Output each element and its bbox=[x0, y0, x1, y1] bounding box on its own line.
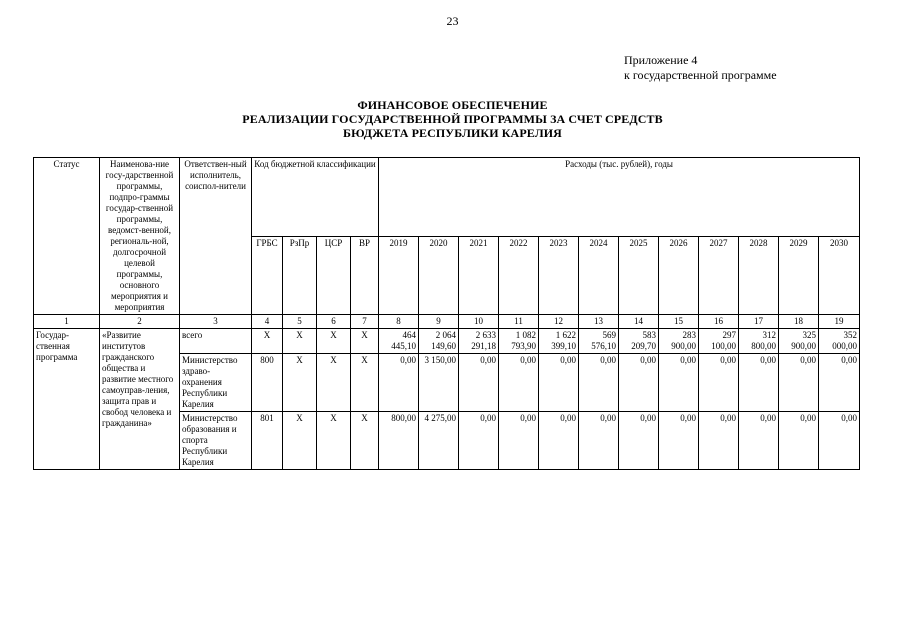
value-cell: 0,00 bbox=[579, 354, 619, 412]
code-cell: 800 bbox=[252, 354, 283, 412]
value-cell: 2 064 149,60 bbox=[419, 329, 459, 354]
appendix-line-2: к государственной программе bbox=[624, 68, 777, 82]
header-year: 2020 bbox=[419, 236, 459, 315]
code-cell: Х bbox=[317, 329, 351, 354]
value-cell: 0,00 bbox=[619, 412, 659, 470]
value-cell: 0,00 bbox=[659, 412, 699, 470]
value-cell: 0,00 bbox=[459, 354, 499, 412]
value-cell: 0,00 bbox=[539, 354, 579, 412]
column-number: 5 bbox=[283, 315, 317, 329]
column-number: 13 bbox=[579, 315, 619, 329]
table-row bbox=[34, 329, 860, 354]
value-cell: 2 633 291,18 bbox=[459, 329, 499, 354]
header-year: 2019 bbox=[379, 236, 419, 315]
column-number: 9 bbox=[419, 315, 459, 329]
value-cell: 325 900,00 bbox=[779, 329, 819, 354]
executor-cell: всего bbox=[180, 329, 252, 354]
header-budget-code: Код бюджетной классификации bbox=[252, 158, 379, 237]
code-cell: Х bbox=[351, 329, 379, 354]
header-year: 2023 bbox=[539, 236, 579, 315]
value-cell: 0,00 bbox=[499, 354, 539, 412]
column-number: 4 bbox=[252, 315, 283, 329]
code-cell: Х bbox=[283, 412, 317, 470]
value-cell: 312 800,00 bbox=[739, 329, 779, 354]
column-number: 6 bbox=[317, 315, 351, 329]
column-number: 3 bbox=[180, 315, 252, 329]
header-code: ГРБС bbox=[252, 236, 283, 315]
column-number: 2 bbox=[100, 315, 180, 329]
column-number: 10 bbox=[459, 315, 499, 329]
page-number: 23 bbox=[446, 14, 459, 28]
column-number: 8 bbox=[379, 315, 419, 329]
code-cell: Х bbox=[351, 354, 379, 412]
value-cell: 0,00 bbox=[739, 412, 779, 470]
value-cell: 0,00 bbox=[819, 354, 860, 412]
column-number: 17 bbox=[739, 315, 779, 329]
column-number-row bbox=[34, 315, 860, 329]
title-line-3: БЮДЖЕТА РЕСПУБЛИКИ КАРЕЛИЯ bbox=[343, 126, 562, 140]
value-cell: 297 100,00 bbox=[699, 329, 739, 354]
value-cell: 0,00 bbox=[699, 354, 739, 412]
value-cell: 1 082 793,90 bbox=[499, 329, 539, 354]
value-cell: 283 900,00 bbox=[659, 329, 699, 354]
column-number: 18 bbox=[779, 315, 819, 329]
value-cell: 0,00 bbox=[739, 354, 779, 412]
column-number: 7 bbox=[351, 315, 379, 329]
header-year: 2029 bbox=[779, 236, 819, 315]
executor-cell: Министерство здраво-охранения Республики Карелия bbox=[180, 354, 252, 412]
value-cell: 0,00 bbox=[659, 354, 699, 412]
title-line-1: ФИНАНСОВОЕ ОБЕСПЕЧЕНИЕ bbox=[357, 98, 548, 112]
column-number: 16 bbox=[699, 315, 739, 329]
column-number: 19 bbox=[819, 315, 860, 329]
value-cell: 0,00 bbox=[699, 412, 739, 470]
column-number: 1 bbox=[34, 315, 100, 329]
value-cell: 0,00 bbox=[579, 412, 619, 470]
code-cell: Х bbox=[283, 329, 317, 354]
value-cell: 800,00 bbox=[379, 412, 419, 470]
appendix-note bbox=[624, 53, 777, 83]
value-cell: 583 209,70 bbox=[619, 329, 659, 354]
header-year: 2025 bbox=[619, 236, 659, 315]
header-expenses: Расходы (тыс. рублей), годы bbox=[379, 158, 860, 237]
program-name-cell: «Развитие институтов гражданского общества и развитие местного самоуправ-ления, защита прав и свобод человека и гражданина» bbox=[100, 329, 180, 470]
code-cell: 801 bbox=[252, 412, 283, 470]
value-cell: 352 000,00 bbox=[819, 329, 860, 354]
value-cell: 0,00 bbox=[619, 354, 659, 412]
value-cell: 0,00 bbox=[779, 412, 819, 470]
code-cell: Х bbox=[317, 412, 351, 470]
header-code: РзПр bbox=[283, 236, 317, 315]
column-number: 14 bbox=[619, 315, 659, 329]
code-cell: Х bbox=[252, 329, 283, 354]
value-cell: 0,00 bbox=[819, 412, 860, 470]
header-year: 2024 bbox=[579, 236, 619, 315]
value-cell: 1 622 399,10 bbox=[539, 329, 579, 354]
code-cell: Х bbox=[351, 412, 379, 470]
header-year: 2021 bbox=[459, 236, 499, 315]
value-cell: 3 150,00 bbox=[419, 354, 459, 412]
header-year: 2026 bbox=[659, 236, 699, 315]
appendix-line-1: Приложение 4 bbox=[624, 53, 698, 67]
value-cell: 4 275,00 bbox=[419, 412, 459, 470]
status-cell: Государ-ственная программа bbox=[34, 329, 100, 470]
code-cell: Х bbox=[283, 354, 317, 412]
header-year: 2030 bbox=[819, 236, 860, 315]
header-name: Наименова-ние госу-дарственной программы, подпро-граммы государ-ственной программы, ведомст-венной, региональ-ной, долгосрочной целевой программы, основного мероприятия и мероприятия bbox=[100, 158, 180, 315]
financing-table bbox=[33, 157, 860, 470]
value-cell: 0,00 bbox=[379, 354, 419, 412]
header-year: 2022 bbox=[499, 236, 539, 315]
header-year: 2027 bbox=[699, 236, 739, 315]
header-status: Статус bbox=[34, 158, 100, 315]
header-code: ЦСР bbox=[317, 236, 351, 315]
value-cell: 0,00 bbox=[779, 354, 819, 412]
value-cell: 0,00 bbox=[499, 412, 539, 470]
column-number: 15 bbox=[659, 315, 699, 329]
document-title bbox=[0, 98, 905, 140]
code-cell: Х bbox=[317, 354, 351, 412]
value-cell: 569 576,10 bbox=[579, 329, 619, 354]
header-executor: Ответствен-ный исполнитель, соиспол-нители bbox=[180, 158, 252, 315]
value-cell: 464 445,10 bbox=[379, 329, 419, 354]
value-cell: 0,00 bbox=[539, 412, 579, 470]
header-code: ВР bbox=[351, 236, 379, 315]
column-number: 11 bbox=[499, 315, 539, 329]
header-row-1 bbox=[34, 158, 860, 237]
title-line-2: РЕАЛИЗАЦИИ ГОСУДАРСТВЕННОЙ ПРОГРАММЫ ЗА СЧЕТ СРЕДСТВ bbox=[242, 112, 663, 126]
executor-cell: Министерство образования и спорта Республики Карелия bbox=[180, 412, 252, 470]
header-year: 2028 bbox=[739, 236, 779, 315]
value-cell: 0,00 bbox=[459, 412, 499, 470]
column-number: 12 bbox=[539, 315, 579, 329]
